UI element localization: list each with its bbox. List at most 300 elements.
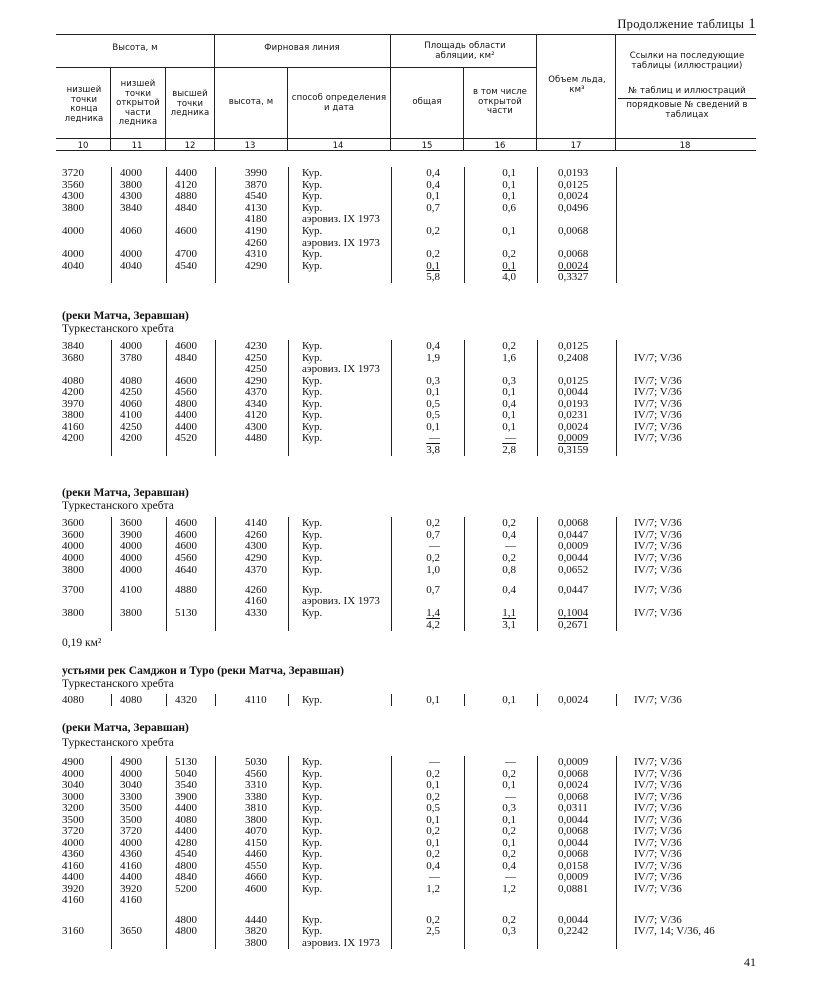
cell-low-end: 3800 <box>62 606 84 619</box>
cell-high-point: 4700 <box>175 248 197 261</box>
cell-high-point: 5040 <box>175 767 197 780</box>
colnum-bottom-rule <box>56 150 756 151</box>
cell-refs: IV/7; V/36 <box>634 409 682 421</box>
cell-high-point: 4280 <box>175 836 197 849</box>
cell-area-open: 0,2 <box>502 825 516 837</box>
cell-low-open: 4040 <box>120 259 142 272</box>
cell-firn-height: 4160 <box>245 595 267 608</box>
cell-high-point: 3540 <box>175 779 197 791</box>
cell-refs: IV/7; V/36 <box>634 756 682 768</box>
header-col-14: способ определения и дата <box>291 93 387 113</box>
cell-refs: IV/7; V/36 <box>634 528 682 541</box>
cell-low-open: 4360 <box>120 848 142 860</box>
column-separator <box>464 517 465 631</box>
cell-low-end: 4160 <box>62 859 84 872</box>
cell-area-open: 1,6 <box>502 351 516 364</box>
cell-area-total: 0,4 <box>426 167 440 179</box>
cell-area-total: 0,1 <box>426 694 440 706</box>
column-separator <box>464 340 465 456</box>
cell-low-open: 4160 <box>120 894 142 906</box>
column-separator <box>391 756 392 949</box>
cell-area-open: 0,1 <box>502 420 516 433</box>
cell-low-end: 3720 <box>62 167 84 179</box>
cell-area-total: 4,2 <box>426 618 440 631</box>
cell-low-open: 4000 <box>120 552 142 565</box>
cell-area-open: 4,0 <box>502 271 516 284</box>
cell-area-open: 0,2 <box>502 248 516 261</box>
table-row <box>0 595 813 607</box>
cell-method: Кур. <box>302 825 323 837</box>
cell-method: Кур. <box>302 802 323 814</box>
cell-low-open: 3840 <box>120 201 142 214</box>
table-row <box>0 444 813 456</box>
cell-high-point: 4600 <box>175 517 197 529</box>
cell-area-total: 0,1 <box>426 420 440 433</box>
cell-refs: IV/7; V/36 <box>634 432 682 444</box>
cell-high-point: 4320 <box>175 694 197 706</box>
header-col-13: высота, м <box>228 97 274 107</box>
cell-refs: IV/7; V/36 <box>634 397 682 410</box>
cell-method: Кур. <box>302 178 323 191</box>
cell-high-point: 4840 <box>175 351 197 364</box>
cell-high-point: 4540 <box>175 259 197 272</box>
cell-firn-height: 4260 <box>245 528 267 541</box>
column-separator <box>537 340 538 456</box>
page-number: 41 <box>744 955 756 969</box>
cell-low-open: 4160 <box>120 859 142 872</box>
cell-method: Кур. <box>302 756 323 768</box>
cell-area-open: 0,1 <box>502 409 516 421</box>
cell-low-end: 3000 <box>62 790 84 803</box>
table-row <box>0 584 813 596</box>
cell-high-point: 5130 <box>175 606 197 619</box>
cell-firn-height: 4290 <box>245 259 267 272</box>
col-number-15: 15 <box>421 141 433 151</box>
cell-method: Кур. <box>302 859 323 872</box>
cell-area-open: 0,1 <box>502 813 516 826</box>
cell-area-total: 0,4 <box>426 859 440 872</box>
cell-ice-volume: 0,0193 <box>558 397 589 410</box>
cell-area-open: 0,3 <box>502 925 516 937</box>
cell-method: Кур. <box>302 351 323 364</box>
cell-area-total: 1,9 <box>426 351 440 364</box>
table-row <box>0 837 813 849</box>
cell-low-end: 4200 <box>62 432 84 444</box>
column-separator <box>111 517 112 631</box>
header-group-area: Площадь области абляции, км² <box>424 41 506 61</box>
cell-area-total: 0,1 <box>426 813 440 826</box>
cell-area-open: 0,4 <box>502 859 516 872</box>
cell-high-point: 4080 <box>175 813 197 826</box>
cell-low-end: 4000 <box>62 836 84 849</box>
table-row <box>0 925 813 937</box>
header-bottom-rule <box>56 138 756 139</box>
column-separator <box>111 340 112 456</box>
cell-area-total: 0,2 <box>426 848 440 860</box>
column-separator <box>537 756 538 949</box>
cell-ice-volume: 0,0009 <box>558 432 589 444</box>
header-col-16: в том числе открытой части <box>473 87 527 117</box>
cell-area-open: 0,2 <box>502 767 516 780</box>
cell-area-total: — <box>429 871 440 883</box>
table-row <box>0 779 813 791</box>
cell-area-open: 0,1 <box>502 779 516 791</box>
cell-ice-volume: 0,0044 <box>558 913 589 926</box>
cell-method: Кур. <box>302 201 323 214</box>
cell-ice-volume: 0,0024 <box>558 190 589 203</box>
cell-firn-height: 4480 <box>245 432 267 444</box>
cell-refs: IV/7; V/36 <box>634 802 682 814</box>
section-heading: (реки Матча, Зеравшан) <box>62 310 189 322</box>
cell-firn-height: 4290 <box>245 552 267 565</box>
cell-low-end: 3970 <box>62 397 84 410</box>
cell-area-open: 1,1 <box>502 606 516 619</box>
cell-high-point: 4400 <box>175 409 197 421</box>
cell-method: Кур. <box>302 374 323 387</box>
cell-refs: IV/7; V/36 <box>634 694 682 706</box>
cell-low-open: 4200 <box>120 432 142 444</box>
header-group-firn: Фирновая линия <box>264 43 340 53</box>
cell-high-point: 4540 <box>175 848 197 860</box>
cell-firn-height: 4150 <box>245 836 267 849</box>
table-row <box>0 225 813 237</box>
cell-area-total: 0,2 <box>426 552 440 565</box>
table-row <box>0 190 813 202</box>
cell-area-open: 0,1 <box>502 836 516 849</box>
cell-ice-volume: 0,2671 <box>558 618 589 631</box>
cell-low-end: 3160 <box>62 925 84 937</box>
table-row <box>0 564 813 576</box>
column-separator <box>215 694 216 706</box>
cell-area-open: 0,6 <box>502 201 516 214</box>
column-separator <box>288 167 289 283</box>
header-top-rule <box>56 34 756 35</box>
cell-ice-volume: 0,0125 <box>558 340 589 352</box>
cell-high-point: 4840 <box>175 871 197 883</box>
section-heading: (реки Матча, Зеравшан) <box>62 722 189 734</box>
cell-low-open: 4100 <box>120 583 142 596</box>
cell-low-open: 4000 <box>120 340 142 352</box>
column-separator <box>288 517 289 631</box>
col-number-13: 13 <box>244 141 256 151</box>
column-separator <box>464 756 465 949</box>
cell-method: Кур. <box>302 925 323 937</box>
table-row <box>0 179 813 191</box>
cell-refs: IV/7; V/36 <box>634 517 682 529</box>
cell-low-open: 4080 <box>120 374 142 387</box>
cell-low-open: 3720 <box>120 825 142 837</box>
cell-low-end: 3200 <box>62 802 84 814</box>
cell-low-end: 3500 <box>62 813 84 826</box>
cell-method: Кур. <box>302 871 323 883</box>
cell-firn-height: 4070 <box>245 825 267 837</box>
table-row <box>0 363 813 375</box>
cell-area-total: 0,2 <box>426 517 440 529</box>
cell-firn-height: 3800 <box>245 813 267 826</box>
cell-firn-height: 4600 <box>245 882 267 895</box>
cell-area-total: 0,1 <box>426 836 440 849</box>
cell-high-point: 4800 <box>175 925 197 937</box>
cell-firn-height: 4300 <box>245 420 267 433</box>
cell-low-open: 3800 <box>120 606 142 619</box>
column-separator <box>288 756 289 949</box>
cell-high-point: 4640 <box>175 563 197 576</box>
cell-firn-height: 4230 <box>245 340 267 352</box>
cell-method: Кур. <box>302 167 323 179</box>
cell-ice-volume: 0,0496 <box>558 201 589 214</box>
cell-firn-height: 4260 <box>245 236 267 249</box>
cell-ice-volume: 0,0158 <box>558 859 589 872</box>
cell-refs: IV/7; V/36 <box>634 767 682 780</box>
cell-method: Кур. <box>302 248 323 261</box>
cell-refs: IV/7; V/36 <box>634 836 682 849</box>
cell-low-end: 3840 <box>62 340 84 352</box>
column-separator <box>166 340 167 456</box>
cell-ice-volume: 0,0447 <box>558 528 589 541</box>
table-row <box>0 814 813 826</box>
cell-area-open: — <box>505 790 516 803</box>
cell-high-point: 4400 <box>175 167 197 179</box>
cell-area-open: 0,2 <box>502 340 516 352</box>
cell-firn-height: 3820 <box>245 925 267 937</box>
table-row <box>0 237 813 249</box>
cell-area-total: 0,7 <box>426 528 440 541</box>
column-separator <box>391 167 392 283</box>
col-number-16: 16 <box>494 141 506 151</box>
cell-method: аэровиз. IX 1973 <box>302 363 380 375</box>
cell-high-point: 5130 <box>175 756 197 768</box>
column-separator <box>537 167 538 283</box>
cell-method: Кур. <box>302 552 323 565</box>
cell-firn-height: 3310 <box>245 779 267 791</box>
cell-refs: IV/7; V/36 <box>634 563 682 576</box>
cell-low-end: 4900 <box>62 756 84 768</box>
table-row <box>0 871 813 883</box>
column-separator <box>464 694 465 706</box>
cell-area-open: 0,1 <box>502 178 516 191</box>
table-row <box>0 914 813 926</box>
cell-high-point: 4120 <box>175 178 197 191</box>
section-subheading: Туркестанского хребта <box>62 323 174 335</box>
cell-area-total: 0,5 <box>426 802 440 814</box>
cell-low-open: 4000 <box>120 563 142 576</box>
cell-low-open: 4000 <box>120 836 142 849</box>
cell-high-point: 4520 <box>175 432 197 444</box>
cell-area-total: 2,5 <box>426 925 440 937</box>
cell-low-open: 3500 <box>120 813 142 826</box>
cell-ice-volume: 0,3159 <box>558 443 589 456</box>
cell-ice-volume: 0,0068 <box>558 225 589 237</box>
cell-high-point: 4600 <box>175 374 197 387</box>
cell-firn-height: 4370 <box>245 386 267 398</box>
cell-area-total: — <box>429 756 440 768</box>
cell-low-end: 3720 <box>62 825 84 837</box>
cell-low-open: 3300 <box>120 790 142 803</box>
cell-area-total: 0,7 <box>426 201 440 214</box>
cell-high-point: 4880 <box>175 583 197 596</box>
cell-firn-height: 4440 <box>245 913 267 926</box>
cell-firn-height: 4540 <box>245 190 267 203</box>
header-col-15: общая <box>412 97 442 107</box>
cell-area-open: 0,2 <box>502 552 516 565</box>
cell-firn-height: 4560 <box>245 767 267 780</box>
cell-high-point: 4400 <box>175 825 197 837</box>
cell-low-end: 4200 <box>62 386 84 398</box>
cell-firn-height: 3990 <box>245 167 267 179</box>
cell-area-open: 0,1 <box>502 386 516 398</box>
cell-firn-height: 4340 <box>245 397 267 410</box>
cell-ice-volume: 0,0068 <box>558 517 589 529</box>
cell-area-total: 1,4 <box>426 606 440 619</box>
cell-ice-volume: 0,0652 <box>558 563 589 576</box>
cell-area-total: 0,2 <box>426 225 440 237</box>
cell-ice-volume: 0,0009 <box>558 756 589 768</box>
cell-method: аэровиз. IX 1973 <box>302 236 380 249</box>
cell-low-end: 3560 <box>62 178 84 191</box>
cell-method: Кур. <box>302 517 323 529</box>
cell-area-open: 0,3 <box>502 802 516 814</box>
cell-low-end: 4360 <box>62 848 84 860</box>
cell-area-total: 0,4 <box>426 340 440 352</box>
table-row <box>0 421 813 433</box>
cell-firn-height: 4260 <box>245 583 267 596</box>
table-row <box>0 248 813 260</box>
cell-area-total: 0,1 <box>426 386 440 398</box>
header-col-10: низшей точки конца ледника <box>64 85 104 124</box>
cell-high-point: 4600 <box>175 225 197 237</box>
cell-low-open: 4000 <box>120 540 142 553</box>
table-row <box>0 791 813 803</box>
col-number-10: 10 <box>77 141 89 151</box>
cell-ice-volume: 0,0009 <box>558 540 589 553</box>
cell-area-total: 0,7 <box>426 583 440 596</box>
col-number-17: 17 <box>570 141 582 151</box>
table-row <box>0 432 813 444</box>
cell-method: Кур. <box>302 409 323 421</box>
cell-area-total: 0,1 <box>426 779 440 791</box>
cell-ice-volume: 0,0044 <box>558 836 589 849</box>
table-row <box>0 213 813 225</box>
cell-low-open: 4000 <box>120 767 142 780</box>
column-separator <box>616 340 617 456</box>
cell-low-open: 4000 <box>120 167 142 179</box>
cell-firn-height: 4290 <box>245 374 267 387</box>
cell-low-end: 3600 <box>62 517 84 529</box>
continuation-text: Продолжение таблицы <box>617 17 745 31</box>
header-group-height: Высота, м <box>112 43 158 53</box>
cell-low-open: 4060 <box>120 397 142 410</box>
header-divider <box>615 34 616 150</box>
cell-firn-height: 4130 <box>245 201 267 214</box>
cell-ice-volume: 0,0068 <box>558 790 589 803</box>
cell-area-total: 0,5 <box>426 409 440 421</box>
col-number-11: 11 <box>131 141 143 151</box>
cell-ice-volume: 0,0193 <box>558 167 589 179</box>
section-footnote: 0,19 км² <box>62 636 102 649</box>
cell-refs: IV/7; V/36 <box>634 374 682 387</box>
cell-high-point: 4400 <box>175 802 197 814</box>
cell-low-open: 4000 <box>120 248 142 261</box>
cell-area-total: 0,2 <box>426 767 440 780</box>
col-number-14: 14 <box>332 141 344 151</box>
column-separator <box>215 756 216 949</box>
cell-low-end: 3800 <box>62 563 84 576</box>
cell-firn-height: 4330 <box>245 606 267 619</box>
cell-firn-height: 3810 <box>245 802 267 814</box>
column-separator <box>391 694 392 706</box>
cell-low-end: 3800 <box>62 201 84 214</box>
cell-low-end: 4080 <box>62 694 84 706</box>
table-row <box>0 825 813 837</box>
cell-refs: IV/7, 14; V/36, 46 <box>634 925 715 937</box>
cell-method: Кур. <box>302 225 323 237</box>
table-row <box>0 694 813 706</box>
cell-refs: IV/7; V/36 <box>634 882 682 895</box>
cell-low-end: 4000 <box>62 552 84 565</box>
column-separator <box>215 517 216 631</box>
cell-low-end: 4040 <box>62 259 84 272</box>
cell-low-end: 4400 <box>62 871 84 883</box>
cell-refs: IV/7; V/36 <box>634 871 682 883</box>
table-row <box>0 409 813 421</box>
cell-high-point: 4880 <box>175 190 197 203</box>
cell-low-open: 3780 <box>120 351 142 364</box>
cell-refs: IV/7; V/36 <box>634 779 682 791</box>
table-continuation-label <box>617 16 756 33</box>
cell-area-total: 3,8 <box>426 443 440 456</box>
cell-low-open: 3920 <box>120 882 142 895</box>
cell-low-open: 3800 <box>120 178 142 191</box>
header-divider <box>110 67 111 150</box>
cell-method: Кур. <box>302 563 323 576</box>
table-row <box>0 386 813 398</box>
table-row <box>0 271 813 283</box>
cell-firn-height: 4140 <box>245 517 267 529</box>
cell-firn-height: 4250 <box>245 363 267 375</box>
cell-high-point: 4400 <box>175 420 197 433</box>
cell-area-total: 0,1 <box>426 259 440 272</box>
cell-area-open: 3,1 <box>502 618 516 631</box>
section-subheading: Туркестанского хребта <box>62 737 174 749</box>
cell-ice-volume: 0,0024 <box>558 420 589 433</box>
cell-ice-volume: 0,0024 <box>558 694 589 706</box>
section-heading: (реки Матча, Зеравшан) <box>62 487 189 499</box>
cell-refs: IV/7; V/36 <box>634 540 682 553</box>
column-separator <box>464 167 465 283</box>
table-row <box>0 860 813 872</box>
header-col-18-top: Ссылки на последующие таблицы (иллюстрации) <box>629 51 745 71</box>
table-row <box>0 552 813 564</box>
table-row <box>0 540 813 552</box>
cell-firn-height: 4300 <box>245 540 267 553</box>
cell-firn-height: 4310 <box>245 248 267 261</box>
cell-low-open: 4100 <box>120 409 142 421</box>
cell-area-total: — <box>429 540 440 553</box>
cell-method: Кур. <box>302 694 323 706</box>
table-row <box>0 848 813 860</box>
table-row <box>0 883 813 895</box>
cell-low-end: 3920 <box>62 882 84 895</box>
cell-ice-volume: 0,0068 <box>558 825 589 837</box>
cell-low-end: 4000 <box>62 767 84 780</box>
cell-high-point: 4600 <box>175 340 197 352</box>
cell-low-end: 3680 <box>62 351 84 364</box>
cell-low-end: 3800 <box>62 409 84 421</box>
cell-area-open: 0,4 <box>502 397 516 410</box>
cell-low-end: 4160 <box>62 420 84 433</box>
table-row <box>0 619 813 631</box>
cell-area-open: — <box>505 432 516 444</box>
